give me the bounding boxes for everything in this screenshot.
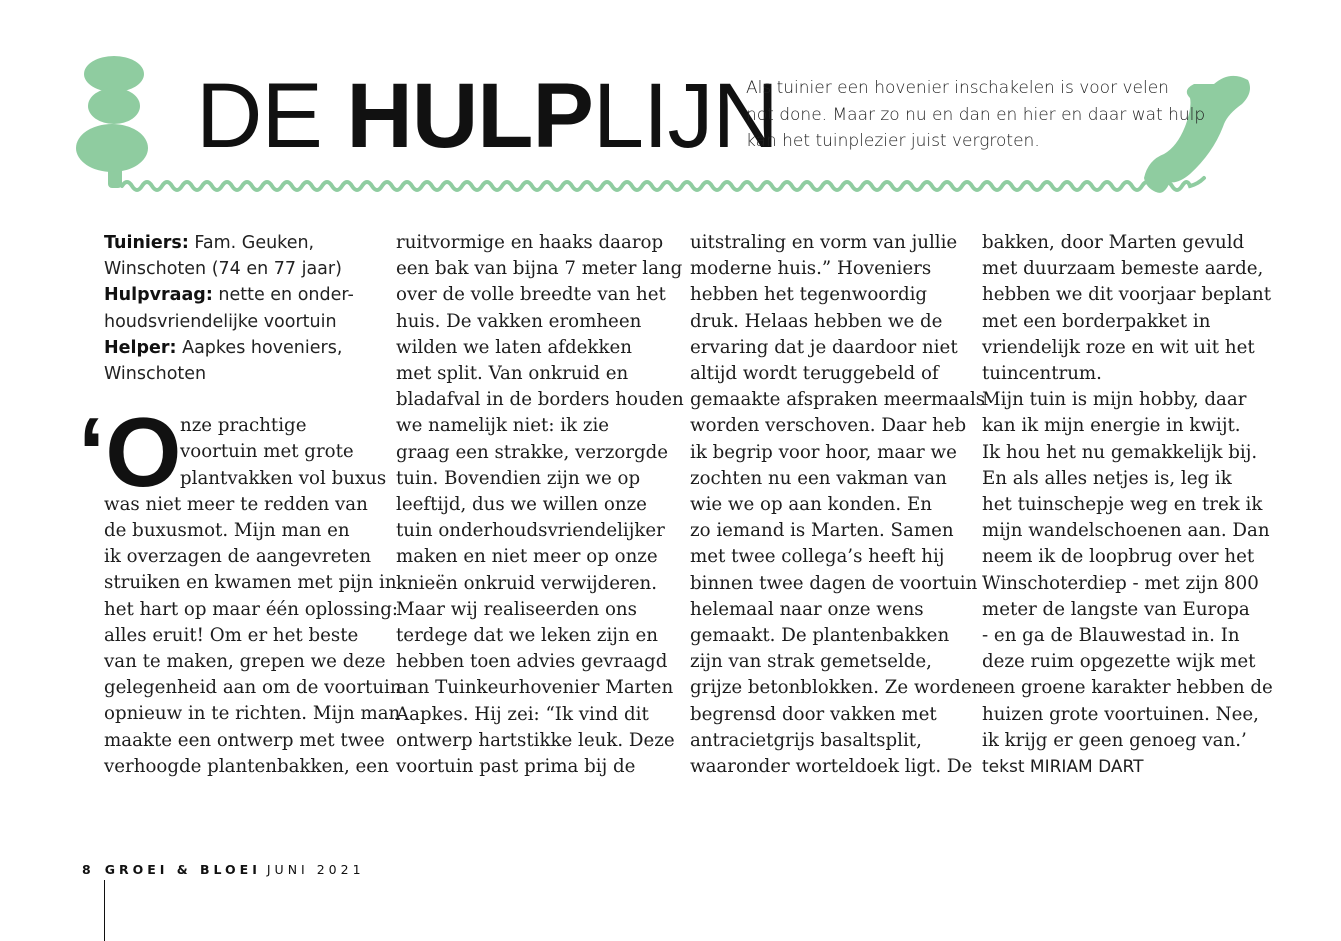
text-line: Winschoterdiep - met zijn 800	[982, 572, 1259, 594]
text-line: altijd wordt teruggebeld of	[690, 363, 939, 385]
text-line: ik overzagen de aangevreten	[104, 546, 372, 568]
text-line: hebben toen advies gevraagd	[396, 651, 668, 673]
text-line: ontwerp hartstikke leuk. Deze	[396, 729, 675, 751]
text-line: met twee collega’s heeft hij	[690, 546, 945, 568]
text-line: maakte een ontwerp met twee	[104, 729, 385, 751]
text-line: mijn wandelschoenen aan. Dan	[982, 520, 1270, 542]
article-opening	[78, 397, 402, 780]
page-number: 8	[82, 862, 91, 877]
text-line: bladafval in de borders houden	[396, 389, 684, 411]
text-line: bakken, door Marten gevuld	[982, 232, 1245, 253]
text-line: vriendelijk roze en wit uit het	[982, 336, 1255, 358]
text-line: Mijn tuin is mijn hobby, daar	[982, 389, 1247, 411]
intro-text	[746, 75, 1216, 155]
text-line: zo iemand is Marten. Samen	[690, 520, 954, 542]
text-line: ervaring dat je daardoor niet	[690, 336, 958, 358]
text-line: uitstraling en vorm van jullie	[690, 232, 958, 253]
phone-cord-icon	[122, 178, 1204, 190]
text-line: zijn van strak gemetselde,	[690, 651, 932, 673]
text-line: deze ruim opgezette wijk met	[982, 651, 1256, 673]
text-line: aan Tuinkeurhovenier Marten	[396, 677, 674, 699]
text-line: knieën onkruid verwijderen.	[396, 572, 658, 594]
text-line: gemaakt. De plantenbakken	[690, 625, 950, 647]
intro-line: Als tuinier een hovenier inschakelen is voor velen	[746, 78, 1169, 98]
text-line: nze prachtige	[180, 415, 307, 437]
text-line: druk. Helaas hebben we de	[690, 310, 943, 332]
text-line: gelegenheid aan om de voortuin	[104, 677, 402, 699]
text-line: tuin onderhoudsvriendelijker	[396, 520, 665, 542]
text-line: we namelijk niet: ik zie	[396, 415, 610, 437]
tuiniers-value: Fam. Geuken,	[188, 233, 315, 253]
topiary-tree-icon	[76, 56, 148, 188]
credit-name: MIRIAM DART	[1029, 757, 1144, 778]
text-line: wie we op aan konden. En	[690, 494, 932, 516]
text-line: hebben het tegenwoordig	[690, 284, 928, 306]
text-line: het tuinschepje weg en trek ik	[982, 494, 1263, 516]
article-column-1	[78, 230, 402, 780]
text-line: neem ik de loopbrug over het	[982, 546, 1255, 568]
title-bold-part: HULP	[346, 65, 593, 167]
text-line: huis. De vakken eromheen	[396, 310, 642, 332]
intro-line: kan het tuinplezier juist vergroten.	[746, 131, 1040, 151]
issue-date: JUNI 2021	[266, 862, 365, 877]
hulpvraag-value-2: houdsvriendelijke voortuin	[104, 311, 337, 332]
text-line: leeftijd, dus we willen onze	[396, 494, 647, 516]
text-line: tuin. Bovendien zijn we op	[396, 467, 641, 489]
article-column-2	[396, 230, 684, 780]
text-line: huizen grote voortuinen. Nee,	[982, 703, 1259, 725]
text-line: meter de langste van Europa	[982, 598, 1250, 620]
text-line: - en ga de Blauwestad in. In	[982, 625, 1240, 647]
text-line: een bak van bijna 7 meter lang	[396, 258, 683, 280]
author-credit	[982, 754, 1264, 780]
text-line: ik begrip voor hoor, maar we	[690, 441, 957, 463]
text-line: kan ik mijn energie in kwijt.	[982, 415, 1241, 437]
text-line: ruitvormige en haaks daarop	[396, 232, 664, 253]
footer-divider	[104, 880, 105, 941]
text-line: over de volle breedte van het	[396, 284, 666, 306]
text-line: graag een strakke, verzorgde	[396, 441, 669, 463]
text-line: En als alles netjes is, leg ik	[982, 467, 1232, 489]
text-line: van te maken, grepen we deze	[104, 651, 386, 673]
credit-label: tekst	[982, 757, 1030, 778]
text-line: het hart op maar één oplossing:	[104, 598, 399, 620]
helper-value: Aapkes hoveniers,	[176, 337, 343, 358]
text-line: ik krijg er geen genoeg van.’	[982, 729, 1247, 751]
text-line: een groene karakter hebben de	[982, 677, 1273, 699]
article-column-3	[690, 230, 986, 780]
text-line: worden verschoven. Daar heb	[690, 415, 967, 437]
text-line: wilden we laten afdekken	[396, 336, 632, 358]
drop-cap: ‘O	[78, 397, 182, 508]
helper-value-2: Winschoten	[104, 364, 207, 385]
text-line: zochten nu een vakman van	[690, 467, 947, 489]
text-line: alles eruit! Om er het beste	[104, 624, 359, 646]
page-title	[196, 66, 778, 166]
text-line: moderne huis.” Hoveniers	[690, 258, 932, 280]
title-light-part: DE	[196, 65, 347, 167]
hulpvraag-label: Hulpvraag:	[104, 285, 213, 306]
info-box	[104, 230, 386, 387]
helper-label: Helper:	[104, 337, 177, 358]
page-footer	[82, 862, 365, 877]
text-line: Maar wij realiseerden ons	[396, 598, 637, 620]
text-line: voortuin met grote	[180, 441, 354, 463]
text-line: maken en niet meer op onze	[396, 546, 658, 568]
intro-line: not done. Maar zo nu en dan en hier en daar wat hulp	[746, 104, 1206, 125]
text-line: opnieuw in te richten. Mijn man	[104, 703, 401, 725]
title-light-part-2: LIJN	[592, 65, 778, 167]
text-line: begrensd door vakken met	[690, 703, 937, 725]
text-line: tuincentrum.	[982, 363, 1102, 385]
text-line: plantvakken vol buxus	[180, 467, 387, 489]
tuiniers-label: Tuiniers:	[104, 233, 189, 253]
text-line: met split. Van onkruid en	[396, 363, 629, 385]
text-line: voortuin past prima bij de	[396, 756, 636, 778]
tuiniers-value-2: Winschoten (74 en 77 jaar)	[104, 259, 342, 280]
text-line: met duurzaam bemeste aarde,	[982, 258, 1264, 280]
text-line: met een borderpakket in	[982, 310, 1211, 332]
hulpvraag-value: nette en onder-	[212, 285, 354, 306]
magazine-name: GROEI & BLOEI	[104, 862, 261, 877]
article-column-4	[982, 230, 1273, 780]
text-line: gemaakte afspraken meermaals	[690, 389, 986, 411]
text-line: antracietgrijs basaltsplit,	[690, 729, 922, 751]
text-line: binnen twee dagen de voortuin	[690, 572, 978, 594]
text-line: grijze betonblokken. Ze worden	[690, 677, 984, 699]
text-line: struiken en kwamen met pijn in	[104, 572, 397, 594]
text-line: Aapkes. Hij zei: “Ik vind dit	[396, 703, 649, 725]
text-line: was niet meer te redden van	[104, 493, 368, 515]
text-line: terdege dat we leken zijn en	[396, 625, 658, 647]
text-line: verhoogde plantenbakken, een	[104, 755, 389, 777]
text-line: hebben we dit voorjaar beplant	[982, 284, 1272, 306]
text-line: Ik hou het nu gemakkelijk bij.	[982, 441, 1258, 463]
text-line: de buxusmot. Mijn man en	[104, 520, 350, 542]
text-line: helemaal naar onze wens	[690, 598, 924, 620]
text-line: waaronder worteldoek ligt. De	[690, 756, 973, 778]
